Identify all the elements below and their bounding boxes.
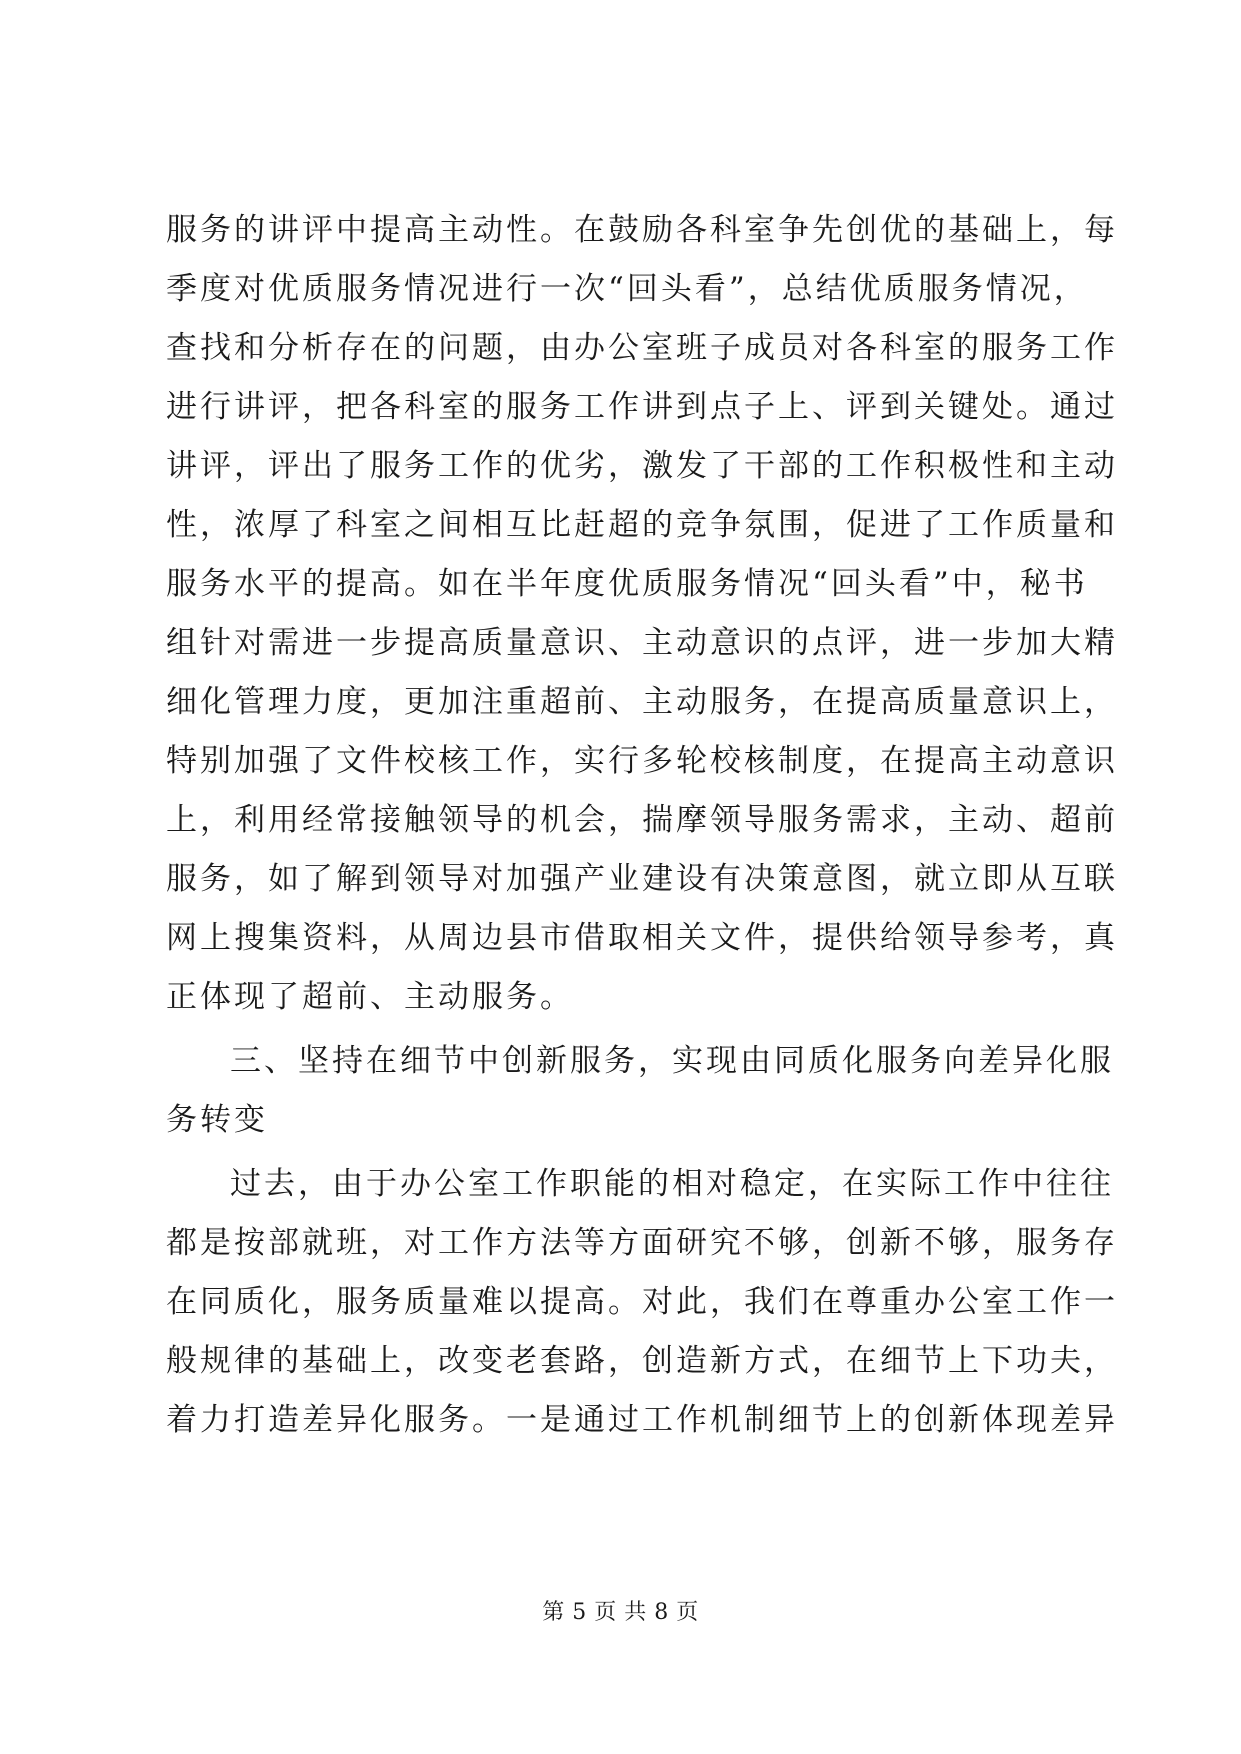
text-line: 都是按部就班，对工作方法等方面研究不够，创新不够，服务存	[166, 1225, 1118, 1261]
text-line: 查找和分析存在的问题，由办公室班子成员对各科室的服务工作	[166, 330, 1118, 366]
text-line: 细化管理力度，更加注重超前、主动服务，在提高质量意识上，	[166, 684, 1118, 720]
text-line: 正体现了超前、主动服务。	[166, 979, 574, 1015]
page-number-footer: 第 5 页 共 8 页	[542, 1600, 699, 1625]
text-line: 季度对优质服务情况进行一次“回头看”，总结优质服务情况，	[166, 271, 1088, 307]
text-line: 特别加强了文件校核工作，实行多轮校核制度，在提高主动意识	[166, 743, 1118, 779]
text-line: 网上搜集资料，从周边县市借取相关文件，提供给领导参考，真	[166, 920, 1118, 956]
paragraph-first-line: 过去，由于办公室工作职能的相对稳定，在实际工作中往往	[230, 1166, 1114, 1202]
text-line: 进行讲评，把各科室的服务工作讲到点子上、评到关键处。通过	[166, 389, 1118, 425]
text-line: 性，浓厚了科室之间相互比赶超的竞争氛围，促进了工作质量和	[166, 507, 1118, 543]
section-heading-continued: 务转变	[166, 1102, 268, 1138]
section-heading: 三、坚持在细节中创新服务，实现由同质化服务向差异化服	[230, 1043, 1114, 1079]
text-line: 着力打造差异化服务。一是通过工作机制细节上的创新体现差异	[166, 1402, 1118, 1438]
text-line: 讲评，评出了服务工作的优劣，激发了干部的工作积极性和主动	[166, 448, 1118, 484]
text-line: 上，利用经常接触领导的机会，揣摩领导服务需求，主动、超前	[166, 802, 1118, 838]
text-line: 组针对需进一步提高质量意识、主动意识的点评，进一步加大精	[166, 625, 1118, 661]
text-line: 服务水平的提高。如在半年度优质服务情况“回头看”中，秘书	[166, 566, 1088, 602]
text-line: 般规律的基础上，改变老套路，创造新方式，在细节上下功夫，	[166, 1343, 1118, 1379]
text-line: 服务，如了解到领导对加强产业建设有决策意图，就立即从互联	[166, 861, 1118, 897]
text-line: 在同质化，服务质量难以提高。对此，我们在尊重办公室工作一	[166, 1284, 1118, 1320]
text-line: 服务的讲评中提高主动性。在鼓励各科室争先创优的基础上，每	[166, 212, 1118, 248]
